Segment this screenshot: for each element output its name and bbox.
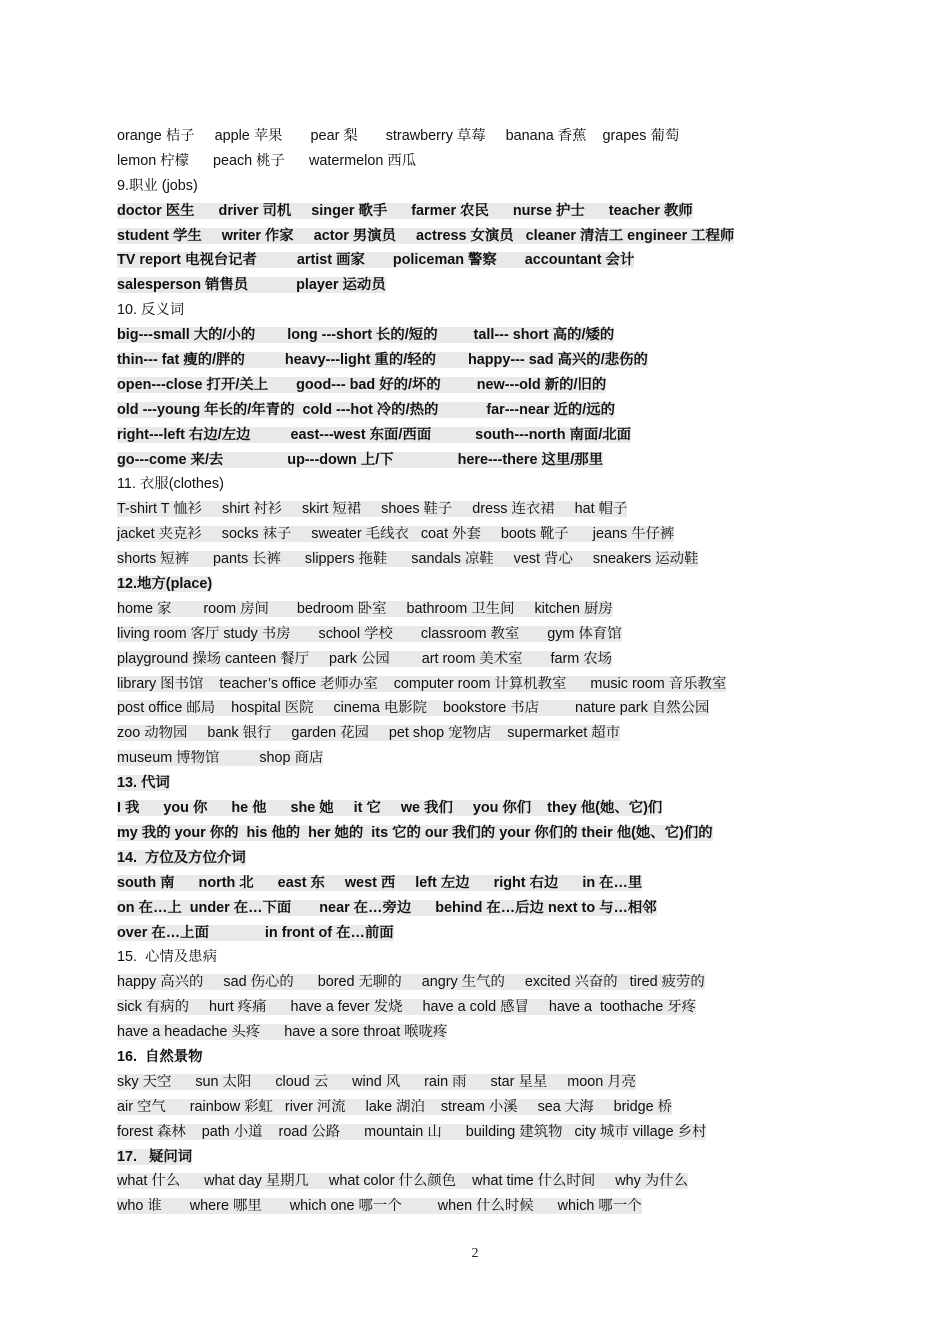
text-line-content: library 图书馆 teacher’s office 老师办室 computer room 计算机教室 music room 音乐教室 xyxy=(117,675,727,692)
text-line-content: air 空气 rainbow 彩虹 river 河流 lake 湖泊 stream 小溪 sea 大海 bridge 桥 xyxy=(117,1098,672,1115)
text-line-content: big---small 大的/小的 long ---short 长的/短的 tall--- short 高的/矮的 xyxy=(117,327,615,344)
text-line-content: sky 天空 sun 太阳 cloud 云 wind 风 rain 雨 star 星星 moon 月亮 xyxy=(117,1073,636,1090)
text-line-content: 13. 代词 xyxy=(117,775,170,792)
text-line xyxy=(117,1120,837,1145)
text-line-content: 12.地方(place) xyxy=(117,576,213,593)
text-line-content: thin--- fat 瘦的/胖的 heavy---light 重的/轻的 happy--- sad 高兴的/悲伤的 xyxy=(117,352,648,369)
text-line xyxy=(117,572,837,597)
text-line xyxy=(117,721,837,746)
text-line-content: salesperson 销售员 player 运动员 xyxy=(117,277,386,294)
text-line xyxy=(117,622,837,647)
text-line xyxy=(117,1045,837,1070)
text-line xyxy=(117,1095,837,1120)
text-line-content: living room 客厅 study 书房 school 学校 classroom 教室 gym 体育馆 xyxy=(117,625,622,642)
text-line xyxy=(117,896,837,921)
text-line-content: 10. 反义词 xyxy=(117,302,185,319)
text-line xyxy=(117,472,837,497)
text-line xyxy=(117,149,837,174)
text-line xyxy=(117,348,837,373)
text-line-content: on 在…上 under 在…下面 near 在…旁边 behind 在…后边 next to 与…相邻 xyxy=(117,899,657,916)
document-body xyxy=(117,124,837,1219)
text-line xyxy=(117,821,837,846)
text-line xyxy=(117,448,837,473)
text-line-content: 17. 疑问词 xyxy=(117,1148,193,1165)
text-line xyxy=(117,995,837,1020)
text-line xyxy=(117,846,837,871)
text-line-content: student 学生 writer 作家 actor 男演员 actress 女演员 cleaner 清洁工 engineer 工程师 xyxy=(117,227,735,244)
text-line-content: post office 邮局 hospital 医院 cinema 电影院 bookstore 书店 nature park 自然公园 xyxy=(117,700,710,717)
text-line xyxy=(117,746,837,771)
text-line-content: who 谁 where 哪里 which one 哪一个 when 什么时候 which 哪一个 xyxy=(117,1198,642,1215)
text-line xyxy=(117,373,837,398)
text-line xyxy=(117,1194,837,1219)
text-line xyxy=(117,323,837,348)
text-line xyxy=(117,124,837,149)
text-line-content: orange 桔子 apple 苹果 pear 梨 strawberry 草莓 banana 香蕉 grapes 葡萄 xyxy=(117,128,680,144)
text-line-content: have a headache 头疼 have a sore throat 喉咙疼 xyxy=(117,1024,448,1041)
text-line-content: shorts 短裤 pants 长裤 slippers 拖鞋 sandals 凉鞋 vest 背心 sneakers 运动鞋 xyxy=(117,551,699,568)
text-line-content: T-shirt T 恤衫 shirt 衬衫 skirt 短裙 shoes 鞋子 dress 连衣裙 hat 帽子 xyxy=(117,501,628,518)
text-line-content: what 什么 what day 星期几 what color 什么颜色 what time 什么时间 why 为什么 xyxy=(117,1173,688,1190)
text-line xyxy=(117,199,837,224)
text-line xyxy=(117,945,837,970)
text-line-content: TV report 电视台记者 artist 画家 policeman 警察 accountant 会计 xyxy=(117,252,635,269)
text-line xyxy=(117,796,837,821)
text-line-content: my 我的 your 你的 his 他的 her 她的 its 它的 our 我们的 your 你们的 their 他(她、它)们的 xyxy=(117,824,713,841)
text-line xyxy=(117,1145,837,1170)
text-line-content: over 在…上面 in front of 在…前面 xyxy=(117,924,394,941)
text-line-content: 11. 衣服(clothes) xyxy=(117,476,224,493)
text-line-content: happy 高兴的 sad 伤心的 bored 无聊的 angry 生气的 excited 兴奋的 tired 疲劳的 xyxy=(117,974,705,991)
text-line xyxy=(117,771,837,796)
text-line-content: 15. 心情及患病 xyxy=(117,949,217,966)
text-line xyxy=(117,398,837,423)
text-line-content: home 家 room 房间 bedroom 卧室 bathroom 卫生间 kitchen 厨房 xyxy=(117,600,613,617)
text-line xyxy=(117,1070,837,1095)
text-line xyxy=(117,248,837,273)
text-line-content: open---close 打开/关上 good--- bad 好的/坏的 new---old 新的/旧的 xyxy=(117,376,607,393)
text-line-content: 16. 自然景物 xyxy=(117,1048,203,1065)
text-line xyxy=(117,1169,837,1194)
text-line xyxy=(117,273,837,298)
text-line-content: 9.职业 (jobs) xyxy=(117,177,198,194)
text-line xyxy=(117,423,837,448)
text-line-content: 14. 方位及方位介词 xyxy=(117,849,246,866)
text-line-content: old ---young 年长的/年青的 cold ---hot 冷的/热的 far---near 近的/远的 xyxy=(117,401,616,418)
text-line xyxy=(117,871,837,896)
text-line-content: go---come 来/去 up---down 上/下 here---there 这里/那里 xyxy=(117,451,604,468)
text-line xyxy=(117,597,837,622)
text-line xyxy=(117,174,837,199)
text-line xyxy=(117,921,837,946)
text-line-content: doctor 医生 driver 司机 singer 歌手 farmer 农民 nurse 护士 teacher 教师 xyxy=(117,202,693,219)
text-line-content: lemon 柠檬 peach 桃子 watermelon 西瓜 xyxy=(117,152,417,169)
text-line xyxy=(117,298,837,323)
text-line-content: zoo 动物园 bank 银行 garden 花园 pet shop 宠物店 supermarket 超市 xyxy=(117,725,621,742)
text-line xyxy=(117,672,837,697)
text-line-content: museum 博物馆 shop 商店 xyxy=(117,750,324,767)
text-line xyxy=(117,522,837,547)
text-line xyxy=(117,224,837,249)
text-line xyxy=(117,696,837,721)
text-line-content: sick 有病的 hurt 疼痛 have a fever 发烧 have a cold 感冒 have a toothache 牙疼 xyxy=(117,999,697,1016)
text-line-content: forest 森林 path 小道 road 公路 mountain 山 building 建筑物 city 城市 village 乡村 xyxy=(117,1123,707,1140)
page-number: 2 xyxy=(471,1246,479,1261)
text-line-content: right---left 右边/左边 east---west 东面/西面 south---north 南面/北面 xyxy=(117,426,632,443)
text-line xyxy=(117,497,837,522)
text-line-content: jacket 夹克衫 socks 袜子 sweater 毛线衣 coat 外套 boots 靴子 jeans 牛仔裤 xyxy=(117,526,675,543)
text-line xyxy=(117,547,837,572)
text-line xyxy=(117,970,837,995)
text-line xyxy=(117,647,837,672)
text-line-content: south 南 north 北 east 东 west 西 left 左边 right 右边 in 在…里 xyxy=(117,874,643,891)
text-line-content: I 我 you 你 he 他 she 她 it 它 we 我们 you 你们 they 他(她、它)们 xyxy=(117,800,663,817)
text-line-content: playground 操场 canteen 餐厅 park 公园 art room 美术室 farm 农场 xyxy=(117,650,613,667)
text-line xyxy=(117,1020,837,1045)
